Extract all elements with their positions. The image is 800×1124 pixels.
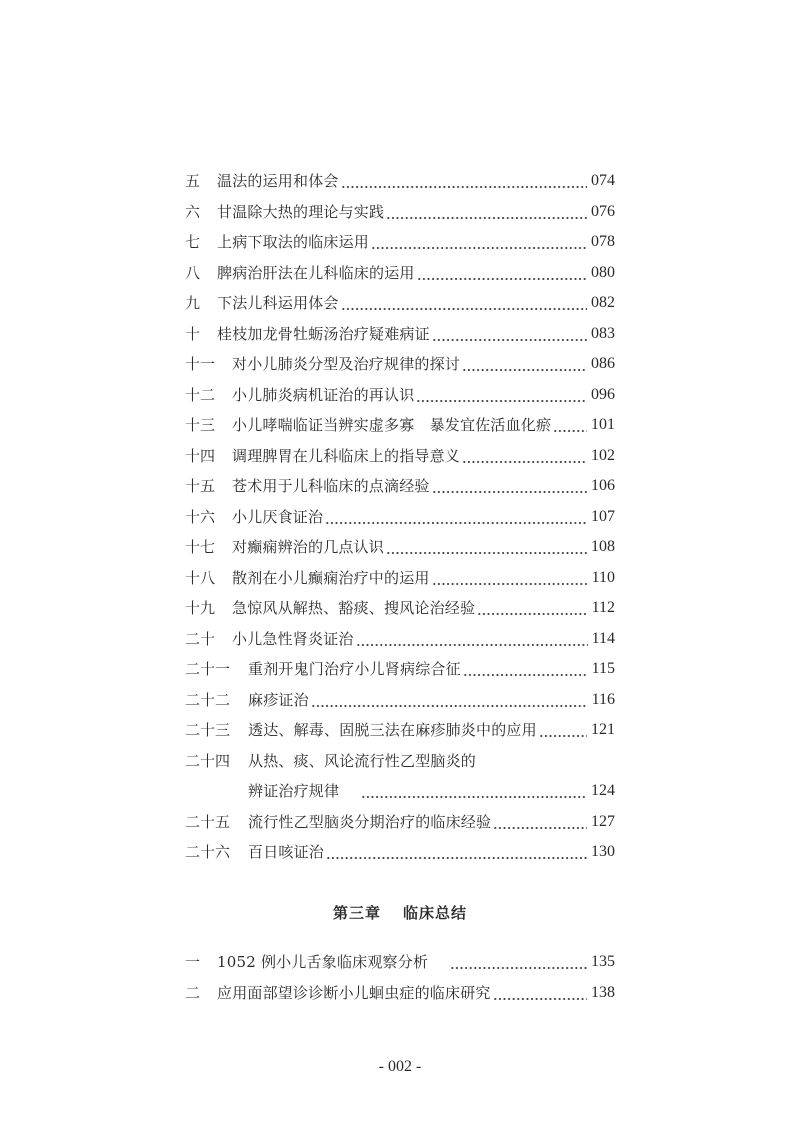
- dot-leader: [432, 563, 588, 594]
- dot-leader: [450, 947, 587, 978]
- entry-title: 流行性乙型脑炎分期治疗的临床经验: [248, 812, 492, 831]
- entry-page: 078: [591, 233, 615, 250]
- dot-leader: [477, 593, 587, 624]
- entry-number: 二十三: [185, 721, 231, 739]
- entry-title: 调理脾胃在儿科临床上的指导意义: [232, 446, 461, 465]
- entry-title: 1052 例小儿舌象临床观察分析: [217, 953, 429, 971]
- entry-number: 十五: [185, 477, 216, 495]
- entry-title: 对癫痫辨治的几点认识: [232, 538, 385, 556]
- dot-leader: [462, 441, 587, 472]
- entry-number: 二十六: [185, 843, 231, 861]
- toc-entry: [185, 654, 615, 685]
- toc-entry: [185, 441, 615, 472]
- entry-number: 五: [185, 172, 201, 190]
- toc-entry-continuation: [185, 776, 615, 807]
- entry-number: 十四: [185, 446, 216, 465]
- dot-leader: [432, 319, 587, 350]
- toc-entry: [185, 563, 615, 594]
- entry-number: 十九: [185, 599, 216, 617]
- entry-title: 脾病治肝法在儿科临床的运用: [217, 263, 415, 282]
- entry-number: 十三: [185, 416, 216, 434]
- chapter-heading: [0, 902, 800, 923]
- entry-number: 二十五: [185, 812, 231, 831]
- entry-number: 十七: [185, 538, 216, 556]
- entry-title-continuation: 辨证治疗规律: [248, 782, 340, 800]
- dot-leader: [311, 685, 588, 716]
- entry-title: 小儿厌食证治: [232, 507, 324, 526]
- dot-leader: [539, 715, 587, 746]
- chapter-label: 第三章: [332, 904, 381, 922]
- entry-title: 小儿急性肾炎证治: [232, 629, 354, 648]
- entry-number: 十六: [185, 507, 216, 526]
- entry-title: 重剂开鬼门治疗小儿肾病综合征: [248, 660, 461, 678]
- entry-number: 九: [185, 294, 201, 312]
- toc-entry: [185, 197, 615, 228]
- entry-number: 十二: [185, 385, 216, 404]
- entry-number: 二: [185, 983, 201, 1002]
- toc-entry: [185, 715, 615, 746]
- dot-leader: [432, 471, 587, 502]
- entry-page: 130: [591, 843, 615, 860]
- entry-title: 百日咳证治: [248, 843, 325, 861]
- entry-number: 七: [185, 233, 201, 251]
- dot-leader: [417, 258, 587, 289]
- entry-page: 096: [591, 385, 615, 403]
- dot-leader: [493, 807, 587, 838]
- toc-entry: [185, 349, 615, 380]
- table-of-contents: [185, 166, 615, 868]
- entry-title: 小儿肺炎病机证治的再认识: [232, 385, 415, 404]
- entry-page: 102: [591, 446, 615, 464]
- entry-title: 苍术用于儿科临床的点滴经验: [232, 477, 430, 495]
- chapter-3-contents: [185, 947, 615, 1008]
- entry-page: 108: [591, 538, 615, 555]
- toc-entry: [185, 258, 615, 289]
- entry-page: 121: [591, 721, 615, 738]
- entry-title: 麻疹证治: [248, 690, 309, 709]
- dot-leader: [341, 166, 587, 197]
- entry-page: 086: [591, 355, 615, 372]
- toc-entry: [185, 410, 615, 441]
- toc-entry: [185, 380, 615, 411]
- dot-leader: [463, 654, 588, 685]
- entry-title: 小儿哮喘临证当辨实虚多寡 暴发宜佐活血化瘀: [232, 416, 552, 434]
- entry-page: 138: [591, 983, 615, 1001]
- entry-number: 二十: [185, 629, 216, 648]
- entry-title: 下法儿科运用体会: [217, 294, 339, 312]
- entry-page: 082: [591, 294, 615, 311]
- entry-number: 二十四: [185, 751, 231, 770]
- dot-leader: [386, 197, 587, 228]
- toc-entry: [185, 746, 615, 777]
- chapter-title: 临床总结: [403, 904, 468, 922]
- entry-page: 116: [591, 690, 615, 708]
- toc-entry: [185, 685, 615, 716]
- entry-page: 101: [591, 416, 615, 433]
- entry-page: 107: [591, 507, 615, 525]
- entry-title: 桂枝加龙骨牡蛎汤治疗疑难病证: [217, 324, 430, 343]
- entry-number: 二十二: [185, 690, 231, 709]
- entry-page: 127: [591, 812, 615, 830]
- toc-entry: [185, 837, 615, 868]
- toc-entry: [185, 288, 615, 319]
- entry-title: 甘温除大热的理论与实践: [217, 202, 385, 221]
- entry-page: 080: [591, 263, 615, 281]
- entry-title: 散剂在小儿癫痫治疗中的运用: [232, 568, 430, 587]
- dot-leader: [462, 349, 587, 380]
- dot-leader: [416, 380, 587, 411]
- entry-number: 二十一: [185, 660, 231, 678]
- toc-entry: [185, 624, 615, 655]
- entry-title: 上病下取法的临床运用: [217, 233, 370, 251]
- toc-entry: [185, 593, 615, 624]
- entry-title: 温法的运用和体会: [217, 172, 339, 190]
- dot-leader: [371, 227, 587, 258]
- dot-leader: [341, 288, 587, 319]
- entry-page: 135: [591, 953, 615, 970]
- toc-entry: [185, 319, 615, 350]
- dot-leader: [326, 837, 587, 868]
- entry-number: 六: [185, 202, 201, 221]
- entry-page: 076: [591, 202, 615, 220]
- entry-title: 急惊风从解热、豁痰、搜风论治经验: [232, 599, 476, 617]
- dot-leader: [493, 978, 587, 1009]
- toc-entry: [185, 532, 615, 563]
- entry-number: 十: [185, 324, 201, 343]
- toc-entry: [185, 166, 615, 197]
- dot-leader: [386, 532, 587, 563]
- dot-leader: [356, 624, 588, 655]
- toc-entry: [185, 807, 615, 838]
- entry-page: 083: [591, 324, 615, 342]
- entry-page: 114: [591, 629, 615, 647]
- entry-title: 对小儿肺炎分型及治疗规律的探讨: [232, 355, 461, 373]
- toc-entry: [185, 947, 615, 978]
- entry-title: 从热、痰、风论流行性乙型脑炎的: [248, 751, 477, 770]
- entry-page: 110: [591, 568, 615, 586]
- toc-entry: [185, 471, 615, 502]
- entry-page: 124: [591, 782, 615, 799]
- entry-number: 十一: [185, 355, 216, 373]
- toc-entry: [185, 978, 615, 1009]
- dot-leader: [553, 410, 587, 441]
- entry-number: 一: [185, 953, 201, 971]
- entry-title: 应用面部望诊诊断小儿蛔虫症的临床研究: [217, 983, 491, 1002]
- entry-page: 115: [591, 660, 615, 677]
- entry-number: 八: [185, 263, 201, 282]
- toc-entry: [185, 227, 615, 258]
- entry-page: 106: [591, 477, 615, 494]
- dot-leader: [325, 502, 587, 533]
- entry-page: 074: [591, 172, 615, 189]
- entry-page: 112: [591, 599, 615, 616]
- toc-entry: [185, 502, 615, 533]
- dot-leader: [361, 776, 587, 807]
- entry-title: 透达、解毒、固脱三法在麻疹肺炎中的应用: [248, 721, 537, 739]
- entry-number: 十八: [185, 568, 216, 587]
- page-number: - 002 -: [378, 1058, 422, 1075]
